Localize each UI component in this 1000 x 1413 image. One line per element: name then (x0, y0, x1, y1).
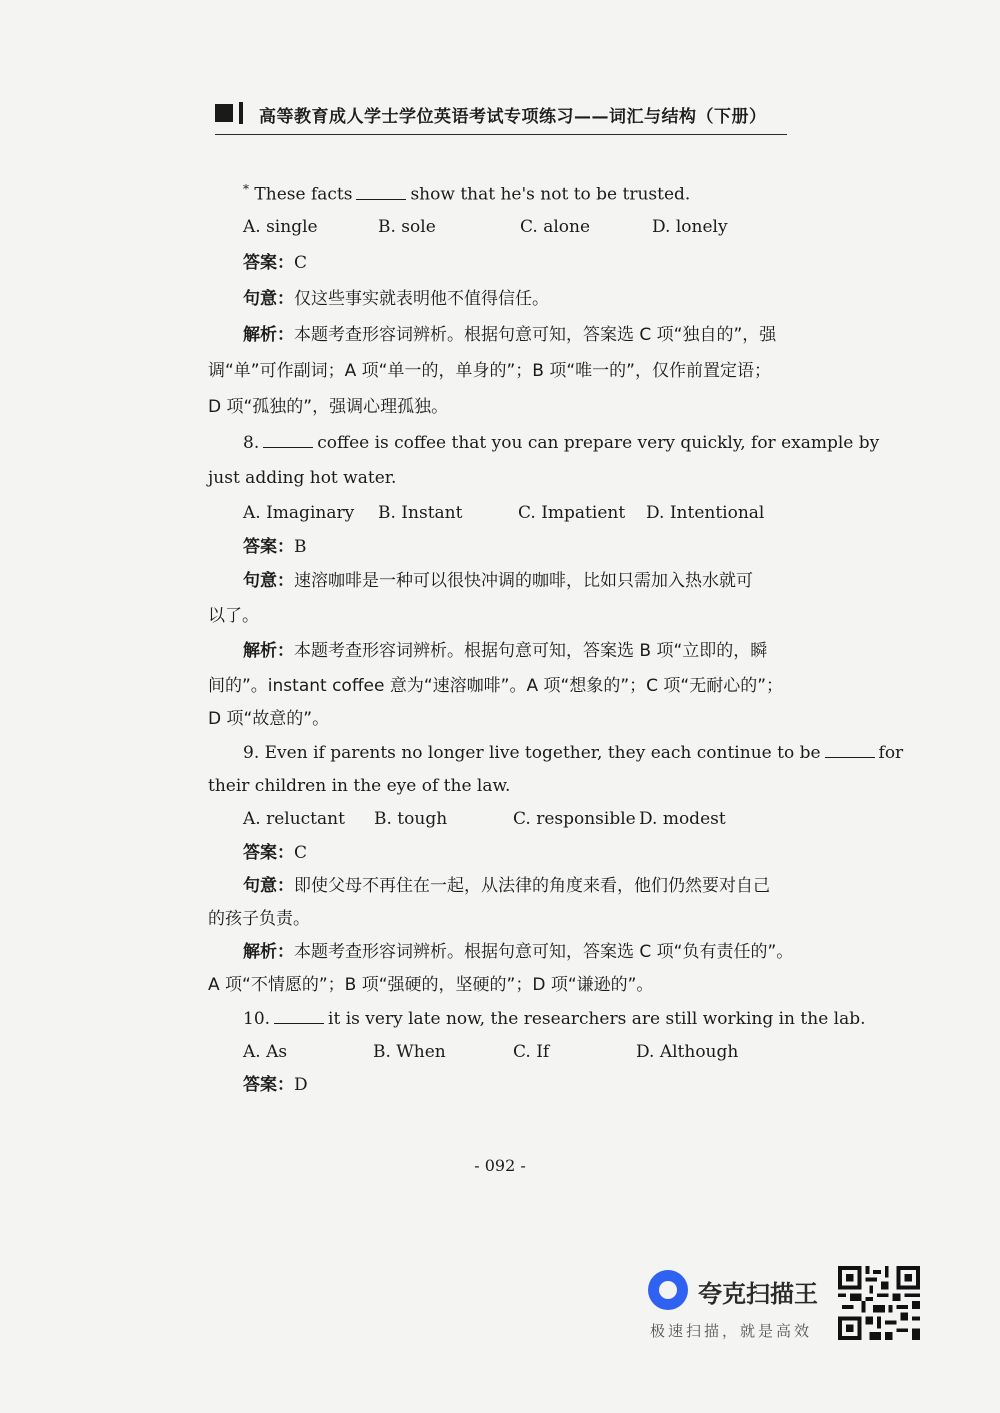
q7-answer-label: 答案： (243, 253, 294, 273)
q10-option-c: C. If (513, 1042, 550, 1062)
q9-blank (825, 742, 875, 758)
q9-answer-value: C (294, 843, 308, 863)
q10-option-b: B. When (373, 1042, 446, 1062)
q9-meaning-text-1: 即使父母不再住在一起，从法律的角度来看，他们仍然要对自己 (294, 876, 770, 896)
q7-meaning-label: 句意： (243, 289, 294, 309)
q8-option-c: C. Impatient (518, 503, 626, 523)
q9-stem (243, 742, 904, 764)
q8-stem (243, 432, 880, 454)
q9-stem-rest: for (878, 743, 904, 763)
q10-stem-text: it is very late now, the researchers are still working in the lab. (328, 1009, 866, 1029)
q9-meaning-1 (243, 875, 828, 897)
q7-answer (243, 252, 828, 274)
qr-code-icon (838, 1266, 920, 1340)
q9-option-a: A. reluctant (243, 809, 345, 829)
q8-meaning-1 (243, 570, 828, 592)
q9-answer (243, 842, 828, 864)
q7-option-d: D. lonely (652, 217, 728, 237)
q7-meaning (243, 288, 828, 310)
header-title: 高等教育成人学士学位英语考试专项练习——词汇与结构（下册） (259, 107, 767, 127)
q10-number: 10. (243, 1009, 271, 1029)
q7-meaning-text: 仅这些事实就表明他不值得信任。 (294, 289, 549, 309)
watermark-slogan: 极速扫描，就是高效 (650, 1322, 813, 1340)
q8-number: 8. (243, 433, 260, 453)
q8-stem-text: coffee is coffee that you can prepare very quickly, for example by (317, 433, 880, 453)
q7-answer-value: C (294, 253, 308, 273)
q7-option-c: C. alone (520, 217, 591, 237)
q7-analysis-text-1: 本题考查形容词辨析。根据句意可知，答案选 C 项“独自的”，强 (294, 325, 777, 345)
q9-number: 9. (243, 743, 260, 763)
q9-analysis-2: A 项“不情愿的”；B 项“强硬的，坚硬的”；D 项“谦逊的”。 (208, 975, 654, 995)
q8-analysis-1 (243, 640, 828, 662)
q8-answer-label: 答案： (243, 537, 294, 557)
q10-stem (243, 1008, 866, 1030)
watermark-app-name: 夸克扫描王 (698, 1280, 818, 1308)
q7-analysis-label: 解析： (243, 325, 294, 345)
q9-option-b: B. tough (374, 809, 448, 829)
q7-analysis-2: 调“单”可作副词；A 项“单一的，单身的”；B 项“唯一的”，仅作前置定语； (208, 361, 771, 381)
q10-option-d: D. Although (636, 1042, 739, 1062)
q9-meaning-label: 句意： (243, 876, 294, 896)
q9-meaning-2: 的孩子负责。 (208, 909, 310, 929)
q9-option-d: D. modest (639, 809, 726, 829)
q8-analysis-text-1: 本题考查形容词辨析。根据句意可知，答案选 B 项“立即的，瞬 (294, 641, 768, 661)
q9-option-c: C. responsible (513, 809, 636, 829)
q8-analysis-3: D 项“故意的”。 (208, 709, 330, 729)
q10-answer-value: D (294, 1075, 308, 1095)
running-header (215, 100, 787, 135)
q8-option-d: D. Intentional (646, 503, 765, 523)
header-bar-icon (239, 102, 243, 124)
q9-answer-label: 答案： (243, 843, 294, 863)
q8-meaning-text-1: 速溶咖啡是一种可以很快冲调的咖啡，比如只需加入热水就可 (294, 571, 753, 591)
q8-analysis-2: 间的”。instant coffee 意为“速溶咖啡”。A 项“想象的”；C 项“无耐心的”； (208, 676, 784, 696)
q8-answer (243, 536, 828, 558)
q10-option-a: A. As (243, 1042, 288, 1062)
q8-answer-value: B (294, 537, 307, 557)
q10-answer-label: 答案： (243, 1075, 294, 1095)
q7-stem: * These facts show that he's not to be trusted. (243, 182, 691, 205)
q10-blank (274, 1008, 324, 1024)
q7-stem-text: These facts (254, 184, 353, 205)
q8-analysis-label: 解析： (243, 641, 294, 661)
header-block-icon (215, 104, 233, 122)
page-number: - 092 - (474, 1156, 526, 1175)
q8-option-a: A. Imaginary (243, 503, 355, 523)
q7-blank (356, 184, 406, 200)
q9-stem-2: their children in the eye of the law. (208, 776, 511, 796)
q7-option-a: A. single (243, 217, 318, 237)
q9-analysis-1 (243, 941, 828, 963)
q9-analysis-label: 解析： (243, 942, 294, 962)
q8-meaning-label: 句意： (243, 571, 294, 591)
quark-logo-icon (648, 1270, 688, 1310)
q7-analysis-1 (243, 324, 828, 346)
q8-blank (263, 432, 313, 448)
q9-stem-text: Even if parents no longer live together, they each continue to be (264, 743, 821, 763)
q8-stem-2: just adding hot water. (208, 468, 397, 488)
q9-analysis-text-1: 本题考查形容词辨析。根据句意可知，答案选 C 项“负有责任的”。 (294, 942, 794, 962)
q7-analysis-3: D 项“孤独的”，强调心理孤独。 (208, 397, 449, 417)
q8-option-b: B. Instant (378, 503, 463, 523)
q8-meaning-2: 以了。 (208, 606, 259, 626)
q7-stem-rest: show that he's not to be trusted. (410, 184, 691, 205)
q10-answer (243, 1074, 828, 1096)
q7-option-b: B. sole (378, 217, 436, 237)
